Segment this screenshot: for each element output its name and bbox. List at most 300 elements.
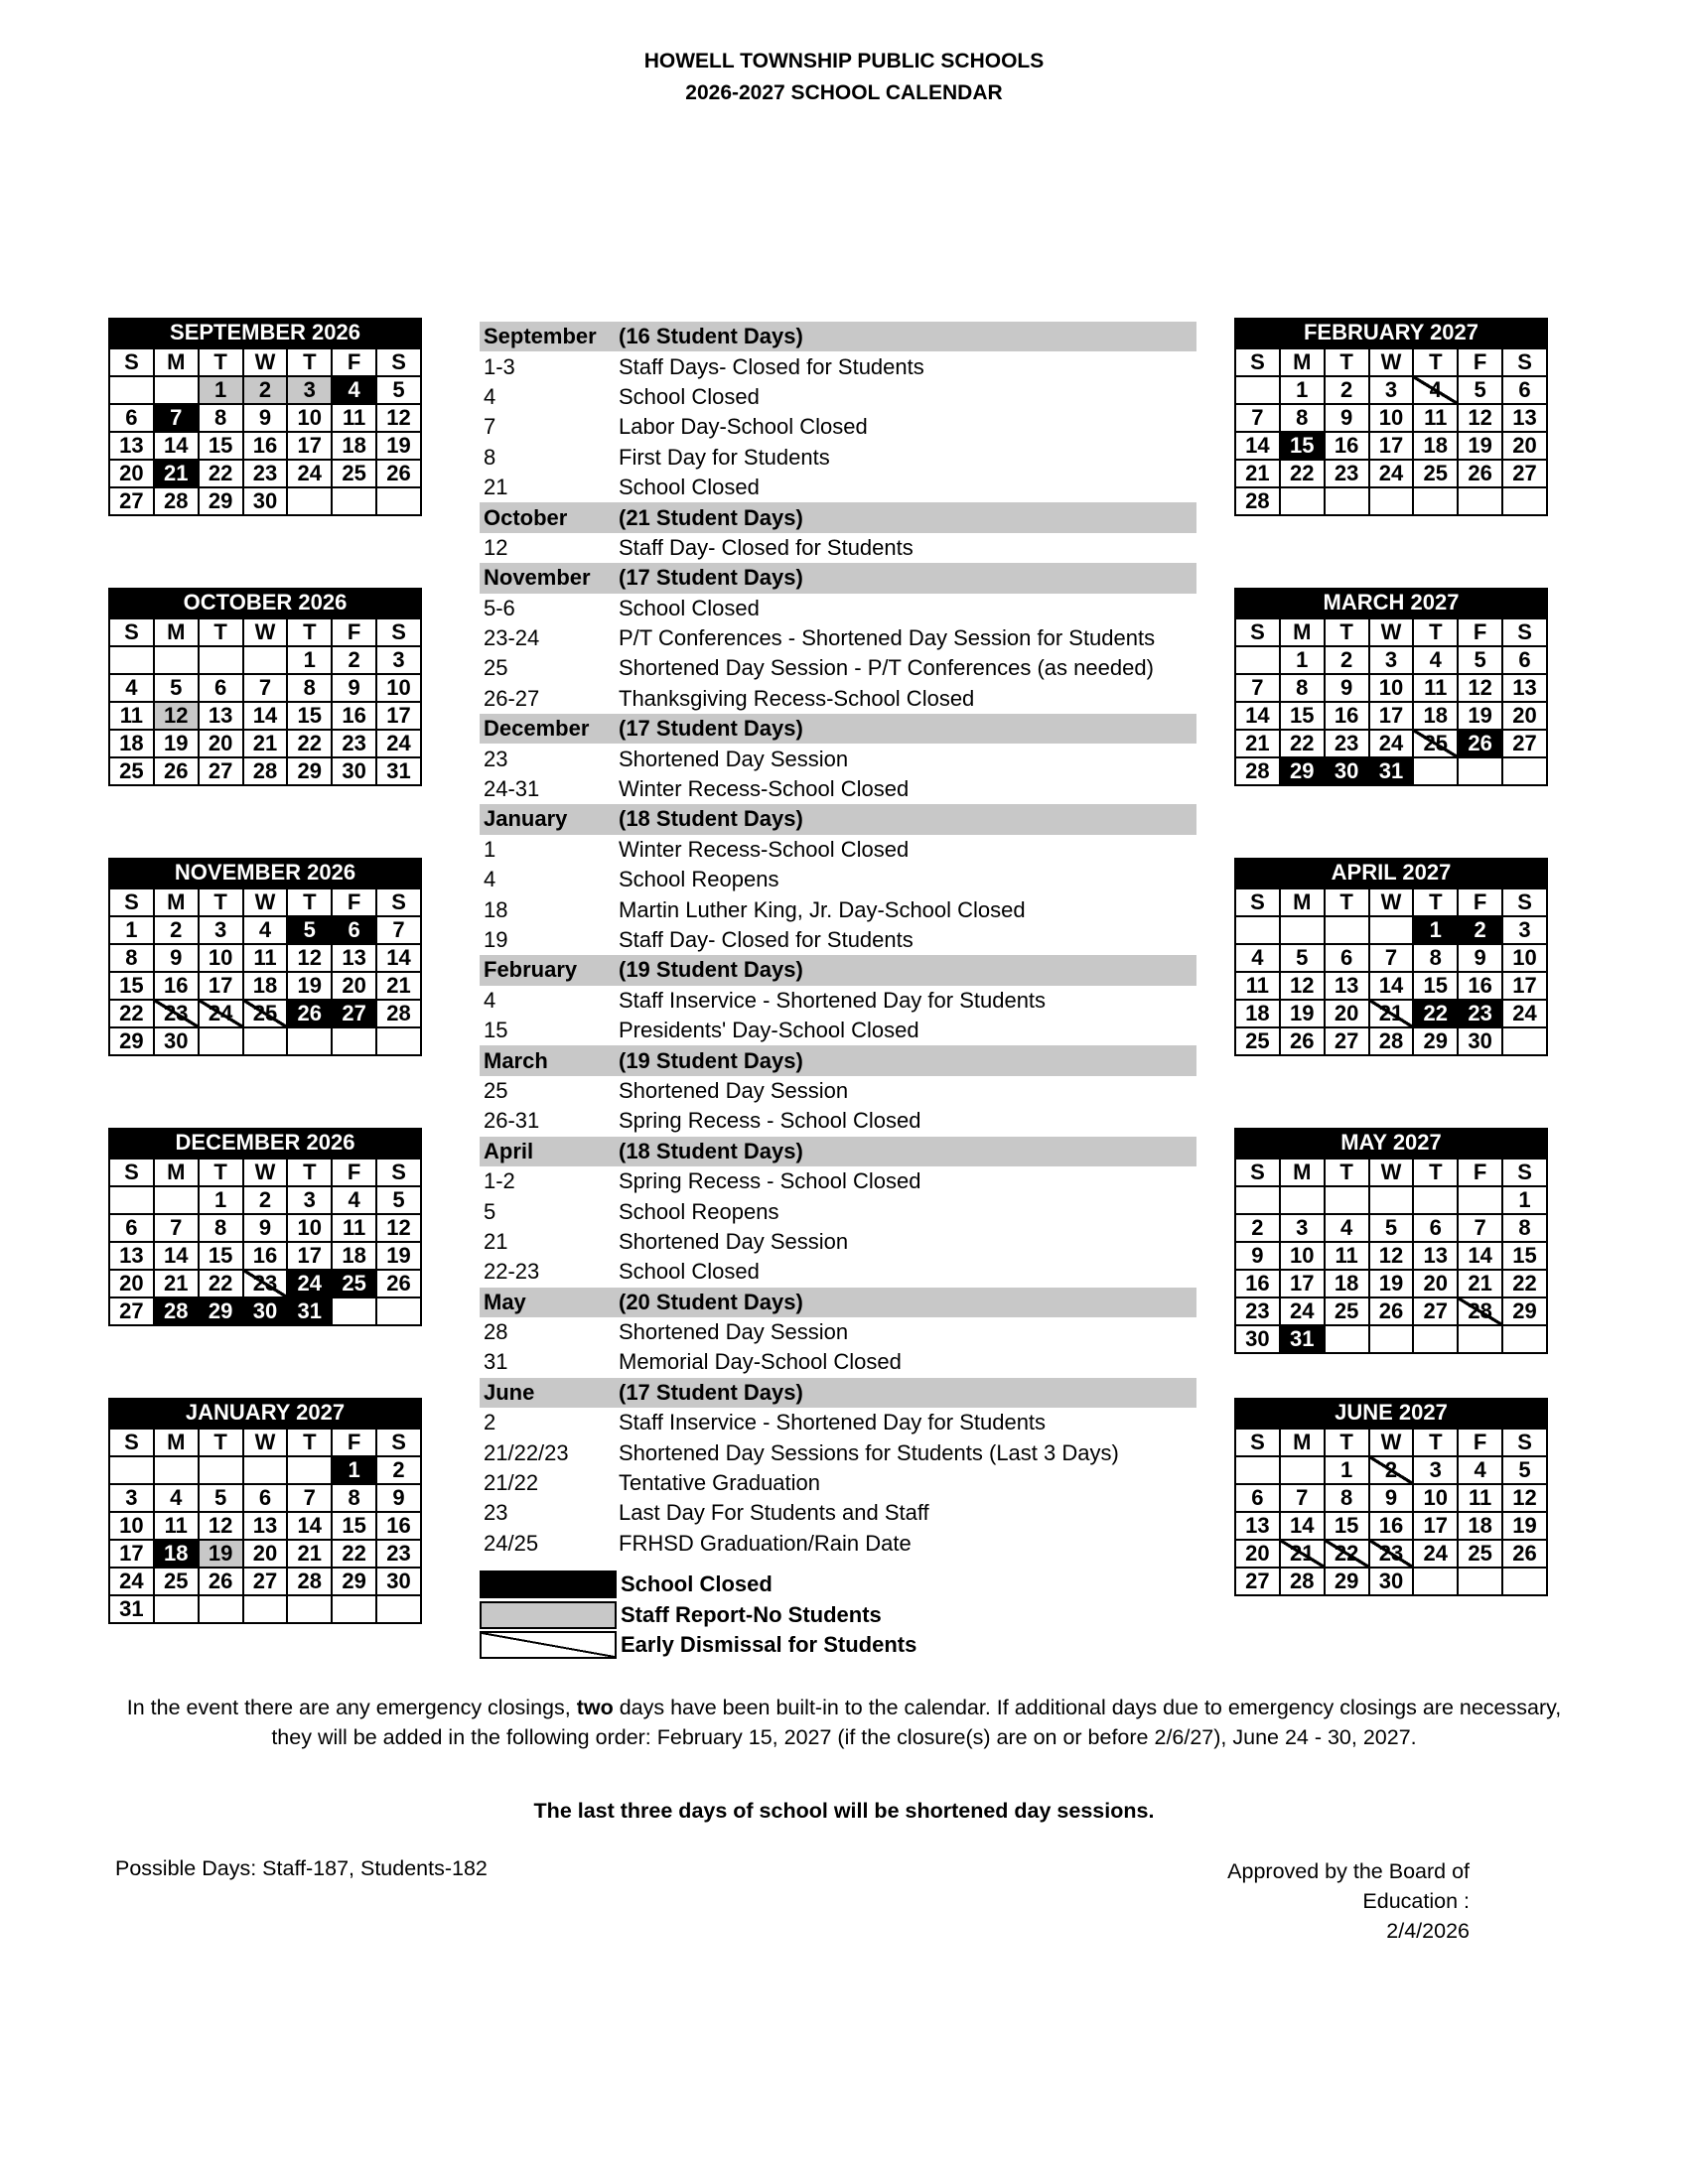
event-date: 5	[484, 1198, 496, 1224]
student-days-count: (16 Student Days)	[619, 324, 803, 349]
calendar-day: 26	[154, 757, 199, 785]
calendar-day: 13	[1502, 674, 1547, 702]
calendar-empty-cell	[376, 1027, 421, 1055]
calendar-day: 28	[1235, 487, 1280, 515]
calendar-day: 1	[1413, 916, 1458, 944]
calendar-day: 13	[199, 702, 243, 730]
event-description: Staff Inservice - Shortened Day for Students	[619, 987, 1047, 1013]
calendar-day: 18	[154, 1540, 199, 1568]
calendar-day: 25	[109, 757, 154, 785]
calendar-day: 19	[1458, 432, 1502, 460]
calendar-day: 31	[109, 1595, 154, 1623]
event-date: 1-3	[484, 353, 515, 379]
event-description: Spring Recess - School Closed	[619, 1168, 921, 1194]
weekday-header: M	[154, 618, 199, 646]
month-title: NOVEMBER 2026	[108, 858, 422, 887]
calendar-day: 16	[243, 432, 288, 460]
event-description: Winter Recess-School Closed	[619, 776, 910, 802]
calendar-day: 19	[199, 1540, 243, 1568]
month-calendar	[1234, 318, 1548, 516]
calendar-day: 10	[1280, 1242, 1325, 1270]
event-date: 12	[484, 534, 508, 560]
calendar-empty-cell	[1235, 916, 1280, 944]
event-date: 19	[484, 927, 508, 952]
weekday-header: F	[332, 1429, 376, 1456]
event-row	[480, 594, 1195, 623]
event-date: 4	[484, 383, 496, 409]
month-summary-row	[480, 714, 1196, 744]
calendar-day: 26	[1458, 730, 1502, 757]
weekday-header: T	[199, 1429, 243, 1456]
emergency-note-bold: two	[576, 1696, 614, 1719]
calendar-day: 1	[199, 1186, 243, 1214]
calendar-empty-cell	[332, 1595, 376, 1623]
calendar-day: 24	[199, 1000, 243, 1027]
weekday-header: S	[109, 888, 154, 916]
event-description: P/T Conferences - Shortened Day Session for Students	[619, 625, 1156, 651]
emergency-note-start: In the event there are any emergency closings,	[126, 1696, 577, 1719]
event-row	[480, 412, 1195, 442]
weekday-header: T	[287, 618, 332, 646]
event-date: 21/22/23	[484, 1439, 569, 1465]
event-description: School Closed	[619, 1259, 760, 1285]
calendar-day: 3	[287, 1186, 332, 1214]
calendar-day: 14	[154, 432, 199, 460]
calendar-empty-cell	[1502, 1568, 1547, 1595]
calendar-day: 11	[109, 702, 154, 730]
calendar-day: 23	[1369, 1540, 1414, 1568]
calendar-empty-cell	[287, 487, 332, 515]
calendar-empty-cell	[154, 1456, 199, 1484]
event-row	[480, 623, 1195, 653]
calendar-day: 20	[1413, 1270, 1458, 1297]
event-row	[480, 533, 1195, 563]
calendar-day: 20	[109, 1270, 154, 1297]
calendar-day: 19	[1458, 702, 1502, 730]
calendar-empty-cell	[1502, 1027, 1547, 1055]
calendar-day: 30	[154, 1027, 199, 1055]
calendar-day: 22	[199, 460, 243, 487]
calendar-day: 16	[1325, 432, 1369, 460]
calendar-day: 13	[1413, 1242, 1458, 1270]
event-description: Shortened Day Session	[619, 746, 849, 771]
event-date: 24/25	[484, 1530, 539, 1556]
weekday-header: M	[1280, 1159, 1325, 1186]
month-name: December	[484, 716, 590, 742]
calendar-day: 20	[243, 1540, 288, 1568]
calendar-day: 11	[332, 1214, 376, 1242]
calendar-day: 7	[1369, 944, 1414, 972]
calendar-day: 4	[1325, 1214, 1369, 1242]
weekday-header: S	[376, 618, 421, 646]
calendar-day: 11	[1413, 404, 1458, 432]
calendar-day: 11	[332, 404, 376, 432]
calendar-day: 10	[287, 404, 332, 432]
calendar-empty-cell	[243, 1027, 288, 1055]
event-row	[480, 1437, 1195, 1467]
weekday-header: S	[109, 1159, 154, 1186]
calendar-day: 3	[287, 376, 332, 404]
calendar-day: 2	[1369, 1456, 1414, 1484]
calendar-day: 2	[376, 1456, 421, 1484]
calendar-empty-cell	[376, 1297, 421, 1325]
emergency-closing-note	[109, 1693, 1579, 1752]
calendar-empty-cell	[1235, 1456, 1280, 1484]
calendar-day: 13	[332, 944, 376, 972]
event-row	[480, 1257, 1195, 1287]
calendar-day: 13	[109, 432, 154, 460]
calendar-empty-cell	[199, 1027, 243, 1055]
weekday-header: S	[109, 1429, 154, 1456]
calendar-day: 17	[287, 432, 332, 460]
weekday-header: T	[1413, 1159, 1458, 1186]
calendar-day: 27	[1325, 1027, 1369, 1055]
weekday-header: M	[1280, 348, 1325, 376]
event-description: Thanksgiving Recess-School Closed	[619, 685, 975, 711]
weekday-header: F	[1458, 888, 1502, 916]
calendar-day: 16	[1235, 1270, 1280, 1297]
calendar-day: 22	[1502, 1270, 1547, 1297]
event-description: Tentative Graduation	[619, 1470, 821, 1496]
calendar-day: 30	[1235, 1325, 1280, 1353]
calendar-day: 8	[332, 1484, 376, 1512]
calendar-day: 20	[1325, 1000, 1369, 1027]
event-row	[480, 1498, 1195, 1528]
event-description: Staff Days- Closed for Students	[619, 353, 924, 379]
calendar-day: 22	[287, 730, 332, 757]
calendar-day: 25	[1235, 1027, 1280, 1055]
weekday-header: F	[332, 618, 376, 646]
event-row	[480, 1016, 1195, 1045]
legend-item-staff	[480, 1599, 916, 1629]
calendar-empty-cell	[1502, 1325, 1547, 1353]
month-calendar	[108, 1398, 422, 1624]
weekday-header: M	[154, 888, 199, 916]
calendar-day: 16	[1369, 1512, 1414, 1540]
calendar-day: 16	[332, 702, 376, 730]
calendar-day: 28	[154, 487, 199, 515]
event-date: 2	[484, 1410, 496, 1435]
event-date: 21/22	[484, 1470, 539, 1496]
calendar-day: 9	[1235, 1242, 1280, 1270]
calendar-day: 16	[1325, 702, 1369, 730]
month-summary-row	[480, 322, 1196, 351]
calendar-day: 17	[1369, 432, 1414, 460]
event-description: Spring Recess - School Closed	[619, 1108, 921, 1134]
calendar-empty-cell	[154, 1186, 199, 1214]
calendar-day: 8	[109, 944, 154, 972]
calendar-day: 16	[376, 1512, 421, 1540]
legend-item-early	[480, 1630, 916, 1660]
weekday-header: T	[287, 1429, 332, 1456]
event-row	[480, 653, 1195, 683]
calendar-day: 1	[287, 646, 332, 674]
weekday-header: T	[1413, 618, 1458, 646]
calendar-day: 3	[376, 646, 421, 674]
event-description: Memorial Day-School Closed	[619, 1349, 902, 1375]
calendar-day: 2	[1458, 916, 1502, 944]
event-description: School Closed	[619, 595, 760, 620]
calendar-day: 14	[287, 1512, 332, 1540]
month-summary-row	[480, 563, 1196, 593]
calendar-day: 22	[1280, 460, 1325, 487]
month-calendar	[108, 1128, 422, 1326]
calendar-day: 4	[1235, 944, 1280, 972]
month-name: November	[484, 565, 591, 591]
calendar-day: 14	[376, 944, 421, 972]
calendar-day: 24	[1369, 730, 1414, 757]
event-description: School Closed	[619, 383, 760, 409]
calendar-day: 27	[1235, 1568, 1280, 1595]
calendar-day: 18	[1413, 432, 1458, 460]
calendar-empty-cell	[154, 1595, 199, 1623]
calendar-day: 18	[1235, 1000, 1280, 1027]
weekday-header: W	[243, 1159, 288, 1186]
calendar-day: 11	[154, 1512, 199, 1540]
event-row	[480, 1227, 1195, 1257]
calendar-day: 15	[1280, 702, 1325, 730]
calendar-day: 2	[1235, 1214, 1280, 1242]
calendar-day: 8	[199, 404, 243, 432]
event-date: 26-27	[484, 685, 540, 711]
event-date: 25	[484, 1077, 508, 1103]
possible-days: Possible Days: Staff-187, Students-182	[115, 1856, 488, 1880]
weekday-header: S	[1502, 618, 1547, 646]
calendar-day: 31	[1280, 1325, 1325, 1353]
calendar-empty-cell	[199, 1456, 243, 1484]
calendar-empty-cell	[1280, 1456, 1325, 1484]
event-date: 31	[484, 1349, 508, 1375]
calendar-empty-cell	[1325, 1325, 1369, 1353]
weekday-header: F	[1458, 1429, 1502, 1456]
calendar-day: 10	[1413, 1484, 1458, 1512]
calendar-day: 30	[332, 757, 376, 785]
calendar-day: 27	[243, 1568, 288, 1595]
calendar-day: 23	[332, 730, 376, 757]
calendar-empty-cell	[1235, 1186, 1280, 1214]
legend-swatch-early	[480, 1631, 617, 1659]
calendar-empty-cell	[1458, 487, 1502, 515]
calendar-empty-cell	[287, 1456, 332, 1484]
event-date: 7	[484, 414, 496, 440]
event-date: 26-31	[484, 1108, 540, 1134]
month-calendar	[1234, 1128, 1548, 1354]
calendar-day: 11	[1235, 972, 1280, 1000]
calendar-day: 8	[1502, 1214, 1547, 1242]
event-row	[480, 744, 1195, 773]
calendar-empty-cell	[1502, 487, 1547, 515]
calendar-empty-cell	[1458, 1325, 1502, 1353]
calendar-day: 29	[199, 487, 243, 515]
calendar-day: 21	[1458, 1270, 1502, 1297]
calendar-empty-cell	[243, 646, 288, 674]
calendar-day: 5	[154, 674, 199, 702]
month-title: JUNE 2027	[1234, 1398, 1548, 1428]
student-days-count: (19 Student Days)	[619, 957, 803, 983]
calendar-day: 19	[1502, 1512, 1547, 1540]
month-summary-row	[480, 1288, 1196, 1317]
calendar-day: 24	[287, 460, 332, 487]
calendar-day: 30	[1325, 757, 1369, 785]
calendar-day: 5	[1280, 944, 1325, 972]
calendar-day: 18	[1458, 1512, 1502, 1540]
calendar-day: 19	[376, 432, 421, 460]
calendar-empty-cell	[109, 1186, 154, 1214]
calendar-day: 25	[1325, 1297, 1369, 1325]
page-title: HOWELL TOWNSHIP PUBLIC SCHOOLS	[643, 50, 1045, 72]
event-description: School Reopens	[619, 867, 779, 892]
weekday-header: M	[1280, 888, 1325, 916]
event-description: Shortened Day Session	[619, 1077, 849, 1103]
calendar-day: 1	[1325, 1456, 1369, 1484]
calendar-day: 17	[1369, 702, 1414, 730]
month-calendar	[1234, 858, 1548, 1056]
weekday-header: T	[1325, 1159, 1369, 1186]
event-date: 18	[484, 896, 508, 922]
calendar-day: 7	[1280, 1484, 1325, 1512]
month-calendar	[108, 588, 422, 786]
calendar-day: 1	[199, 376, 243, 404]
calendar-day: 29	[109, 1027, 154, 1055]
calendar-day: 20	[109, 460, 154, 487]
event-row	[480, 1347, 1195, 1377]
calendar-day: 11	[1458, 1484, 1502, 1512]
calendar-day: 23	[1458, 1000, 1502, 1027]
weekday-header: M	[154, 1429, 199, 1456]
calendar-day: 12	[287, 944, 332, 972]
month-calendar	[1234, 1398, 1548, 1596]
calendar-day: 5	[287, 916, 332, 944]
weekday-header: W	[1369, 888, 1414, 916]
calendar-empty-cell	[1413, 1568, 1458, 1595]
calendar-day: 31	[287, 1297, 332, 1325]
approval-date: 2/4/2026	[1386, 1919, 1470, 1943]
weekday-header: T	[199, 1159, 243, 1186]
calendar-day: 28	[1458, 1297, 1502, 1325]
calendar-day: 15	[1325, 1512, 1369, 1540]
month-title: MAY 2027	[1234, 1128, 1548, 1158]
calendar-day: 12	[1458, 404, 1502, 432]
weekday-header: T	[199, 618, 243, 646]
weekday-header: T	[1325, 1429, 1369, 1456]
event-date: 23	[484, 746, 508, 771]
calendar-day: 21	[1235, 730, 1280, 757]
weekday-header: T	[1413, 348, 1458, 376]
month-title: JANUARY 2027	[108, 1398, 422, 1428]
calendar-day: 29	[1325, 1568, 1369, 1595]
emergency-note-end: days have been built-in to the calendar. If additional days due to emergency closings are necessary, they will be added in the following order: February 15, 2027 (if the closure(s) are on or before 2/6/27), June 24 - 30, 2027.	[271, 1696, 1562, 1749]
calendar-day: 9	[243, 1214, 288, 1242]
calendar-day: 6	[1413, 1214, 1458, 1242]
month-name: January	[484, 806, 568, 832]
calendar-day: 11	[1325, 1242, 1369, 1270]
calendar-day: 4	[154, 1484, 199, 1512]
calendar-day: 16	[1458, 972, 1502, 1000]
calendar-day: 2	[243, 1186, 288, 1214]
calendar-day: 5	[1369, 1214, 1414, 1242]
legend-label-early: Early Dismissal for Students	[621, 1631, 917, 1657]
calendar-empty-cell	[1280, 1186, 1325, 1214]
calendar-day: 27	[332, 1000, 376, 1027]
event-description: Labor Day-School Closed	[619, 414, 868, 440]
legend-item-closed	[480, 1570, 916, 1599]
calendar-day: 24	[1369, 460, 1414, 487]
calendar-day: 10	[287, 1214, 332, 1242]
calendar-day: 29	[199, 1297, 243, 1325]
weekday-header: S	[1502, 348, 1547, 376]
calendar-day: 7	[154, 404, 199, 432]
calendar-day: 22	[1413, 1000, 1458, 1027]
calendar-day: 8	[287, 674, 332, 702]
event-date: 23-24	[484, 625, 540, 651]
calendar-day: 21	[1235, 460, 1280, 487]
calendar-day: 4	[1413, 376, 1458, 404]
weekday-header: T	[1413, 1429, 1458, 1456]
calendar-day: 23	[154, 1000, 199, 1027]
event-date: 28	[484, 1319, 508, 1345]
calendar-empty-cell	[1413, 1325, 1458, 1353]
calendar-day: 2	[1325, 376, 1369, 404]
calendar-day: 17	[199, 972, 243, 1000]
weekday-header: W	[243, 348, 288, 376]
weekday-header: S	[1235, 618, 1280, 646]
calendar-day: 20	[1235, 1540, 1280, 1568]
calendar-day: 17	[287, 1242, 332, 1270]
weekday-header: T	[287, 888, 332, 916]
calendar-day: 3	[109, 1484, 154, 1512]
student-days-count: (17 Student Days)	[619, 1379, 803, 1405]
event-description: Staff Day- Closed for Students	[619, 927, 914, 952]
event-row	[480, 865, 1195, 894]
weekday-header: W	[243, 618, 288, 646]
calendar-day: 30	[243, 487, 288, 515]
calendar-day: 16	[243, 1242, 288, 1270]
event-date: 1-2	[484, 1168, 515, 1194]
calendar-empty-cell	[1502, 757, 1547, 785]
weekday-header: S	[1502, 1159, 1547, 1186]
calendar-day: 21	[1280, 1540, 1325, 1568]
event-row	[480, 1529, 1195, 1559]
calendar-day: 9	[332, 674, 376, 702]
calendar-day: 22	[199, 1270, 243, 1297]
calendar-day: 6	[1325, 944, 1369, 972]
calendar-day: 27	[1502, 730, 1547, 757]
calendar-day: 28	[243, 757, 288, 785]
weekday-header: W	[1369, 618, 1414, 646]
calendar-day: 3	[1369, 646, 1414, 674]
event-description: Presidents' Day-School Closed	[619, 1018, 919, 1043]
event-row	[480, 1408, 1195, 1437]
calendar-day: 15	[1413, 972, 1458, 1000]
calendar-day: 25	[1413, 460, 1458, 487]
month-summary-row	[480, 1137, 1196, 1166]
event-row	[480, 1468, 1195, 1498]
calendar-day: 30	[1458, 1027, 1502, 1055]
calendar-day: 10	[1502, 944, 1547, 972]
calendar-empty-cell	[287, 1027, 332, 1055]
calendar-day: 26	[199, 1568, 243, 1595]
calendar-day: 25	[1458, 1540, 1502, 1568]
event-date: 22-23	[484, 1259, 540, 1285]
legend-swatch-closed	[480, 1570, 617, 1598]
event-date: 4	[484, 987, 496, 1013]
student-days-count: (17 Student Days)	[619, 716, 803, 742]
calendar-day: 21	[1369, 1000, 1414, 1027]
weekday-header: W	[243, 1429, 288, 1456]
calendar-day: 12	[376, 1214, 421, 1242]
calendar-day: 15	[332, 1512, 376, 1540]
calendar-day: 25	[243, 1000, 288, 1027]
